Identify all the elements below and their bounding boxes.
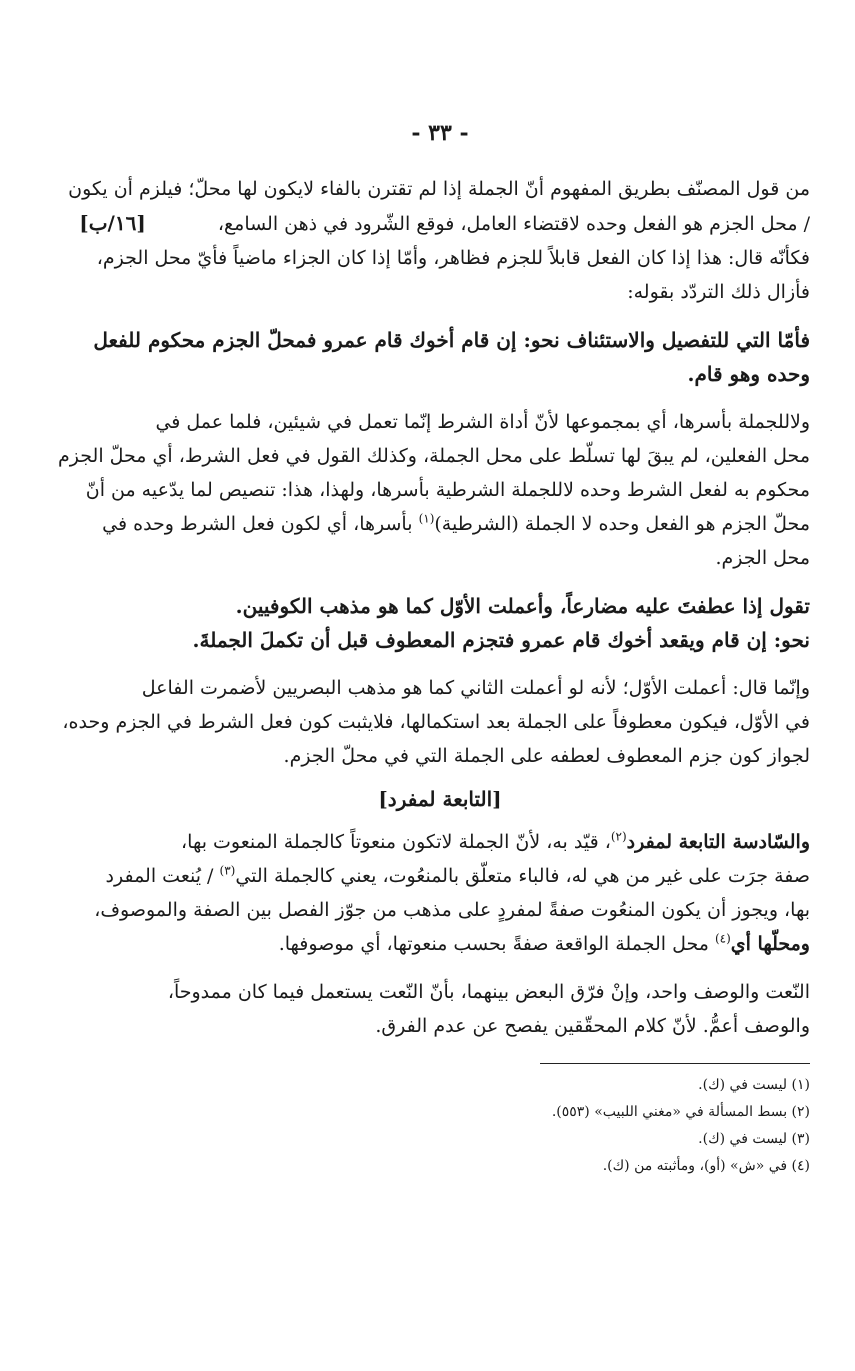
matn-paragraph-1 — [70, 323, 810, 391]
text-line: محكوم به لفعل الشرط وحده لاللجملة الشرطية بأسرها، ولهذا، هذا: تنصيص لما يدّعيه من أنّ — [85, 479, 810, 501]
commentary-paragraph-1 — [70, 172, 810, 309]
text-line — [70, 507, 810, 541]
matn-paragraph-2 — [70, 589, 810, 657]
text-line: النّعت والوصف واحد، وإنْ فرّق البعض بينهما، بأنّ النّعت يستعمل فيما كان ممدوحاً، — [167, 981, 810, 1003]
text-line — [70, 927, 810, 961]
text-segment: بأسرها، أي لكون فعل الشرط وحده في — [102, 513, 419, 535]
footnote: (٢) بسط المسألة في «مغني اللبيب» (٥٥٣). — [551, 1104, 810, 1120]
text-line — [70, 206, 810, 241]
footnote-ref: (٢) — [610, 829, 627, 844]
text-line: في الأوّل، فيكون معطوفاً على الجملة بعد استكمالها، فلايثبت كون فعل الشرط في الجزم وحده، — [62, 711, 810, 733]
text-segment: صفة جرَت على غير من هي له، فالباء متعلّق بالمنعُوت، يعني كالجملة التي — [235, 865, 810, 887]
text-line: من قول المصنّف بطريق المفهوم أنّ الجملة إذا لم تقترن بالفاء لايكون لها محلّ؛ فيلزم أن يكون — [68, 178, 810, 200]
page-number: - ٣٣ - — [411, 120, 469, 146]
footnote: (٤) في «ش» (أو)، ومأثبته من (ك). — [602, 1158, 810, 1174]
manuscript-folio-marker: [١٦/ب] — [79, 211, 146, 235]
section-paragraph-2 — [70, 975, 810, 1043]
commentary-paragraph-3 — [62, 671, 810, 773]
footnotes — [70, 1072, 810, 1180]
footnote-ref: (٣) — [219, 863, 236, 878]
footnote-separator — [540, 1063, 810, 1064]
text-line — [70, 825, 810, 859]
text-line: وحده وهو قام. — [687, 362, 810, 386]
text-line: بها، ويجوز أن يكون المنعُوت صفةً لمفردٍ على مذهب من جوّز الفصل بين الصفة والموصوف، — [94, 899, 810, 921]
footnote: (٣) ليست في (ك). — [698, 1131, 810, 1147]
text-segment: ، قيّد به، لأنّ الجملة لاتكون منعوتاً كالجملة المنعوت بها، — [181, 831, 611, 853]
footnote-ref: (٤) — [714, 931, 731, 946]
text-line: فأمّا التي للتفصيل والاستئناف نحو: إن قام أخوك قام عمرو فمحلّ الجزم محكوم للفعل — [93, 328, 810, 352]
text-segment: محل الجملة الواقعة صفةً بحسب منعوتها، أي موصوفها. — [278, 933, 715, 955]
text-line: وإنّما قال: أعملت الأوّل؛ لأنه لو أعملت الثاني كما هو مذهب البصريين لأضمرت الفاعل — [141, 677, 810, 699]
text-line: لجواز كون جزم المعطوف لعطفه على الجملة التي في محلّ الجزم. — [283, 745, 810, 767]
text-segment: ومحلّها أي — [730, 933, 810, 955]
text-line: نحو: إن قام ويقعد أخوك قام عمرو فتجزم المعطوف قبل أن تكملَ الجملةَ. — [192, 628, 810, 652]
section-paragraph-1 — [70, 825, 810, 961]
footnote-ref: (١) — [418, 511, 435, 526]
footnote: (١) ليست في (ك). — [698, 1077, 810, 1093]
text-line: فأزال ذلك التردّد بقوله: — [627, 281, 810, 303]
text-segment: / محل الجزم هو الفعل وحده لاقتضاء العامل، فوقع الشّرود في ذهن السامع، — [217, 213, 810, 235]
text-line: محل الفعلين، لم يبقَ لها تسلّط على محل الجملة، وكذلك القول في فعل الشرط، أي محلّ الجزم — [58, 445, 810, 467]
page-body — [58, 120, 810, 1180]
section-heading: [التابعة لمفرد] — [378, 787, 502, 811]
text-segment: محلّ الجزم هو الفعل وحده لا الجملة (الشرطية) — [434, 513, 810, 535]
text-line: والوصف أعمُّ. لأنّ كلام المحقّقين يفصح عن عدم الفرق. — [375, 1015, 810, 1037]
text-line: فكأنّه قال: هذا إذا كان الفعل قابلاً للجزم فظاهر، وأمّا إذا كان الجزاء ماضياً فأيّ محل الجزم، — [96, 247, 810, 269]
commentary-paragraph-2 — [58, 405, 810, 575]
text-segment: / يُنعت المفرد — [105, 865, 220, 887]
text-line: محل الجزم. — [715, 547, 810, 569]
text-line: تقول إذا عطفتَ عليه مضارعاً، وأعملت الأوّل كما هو مذهب الكوفيين. — [235, 594, 810, 618]
text-line — [70, 859, 810, 893]
text-segment: والسّادسة التابعة لمفرد — [626, 831, 810, 853]
text-line: ولاللجملة بأسرها، أي بمجموعها لأنّ أداة الشرط إنّما تعمل في شيئين، فلما عمل في — [155, 411, 810, 433]
